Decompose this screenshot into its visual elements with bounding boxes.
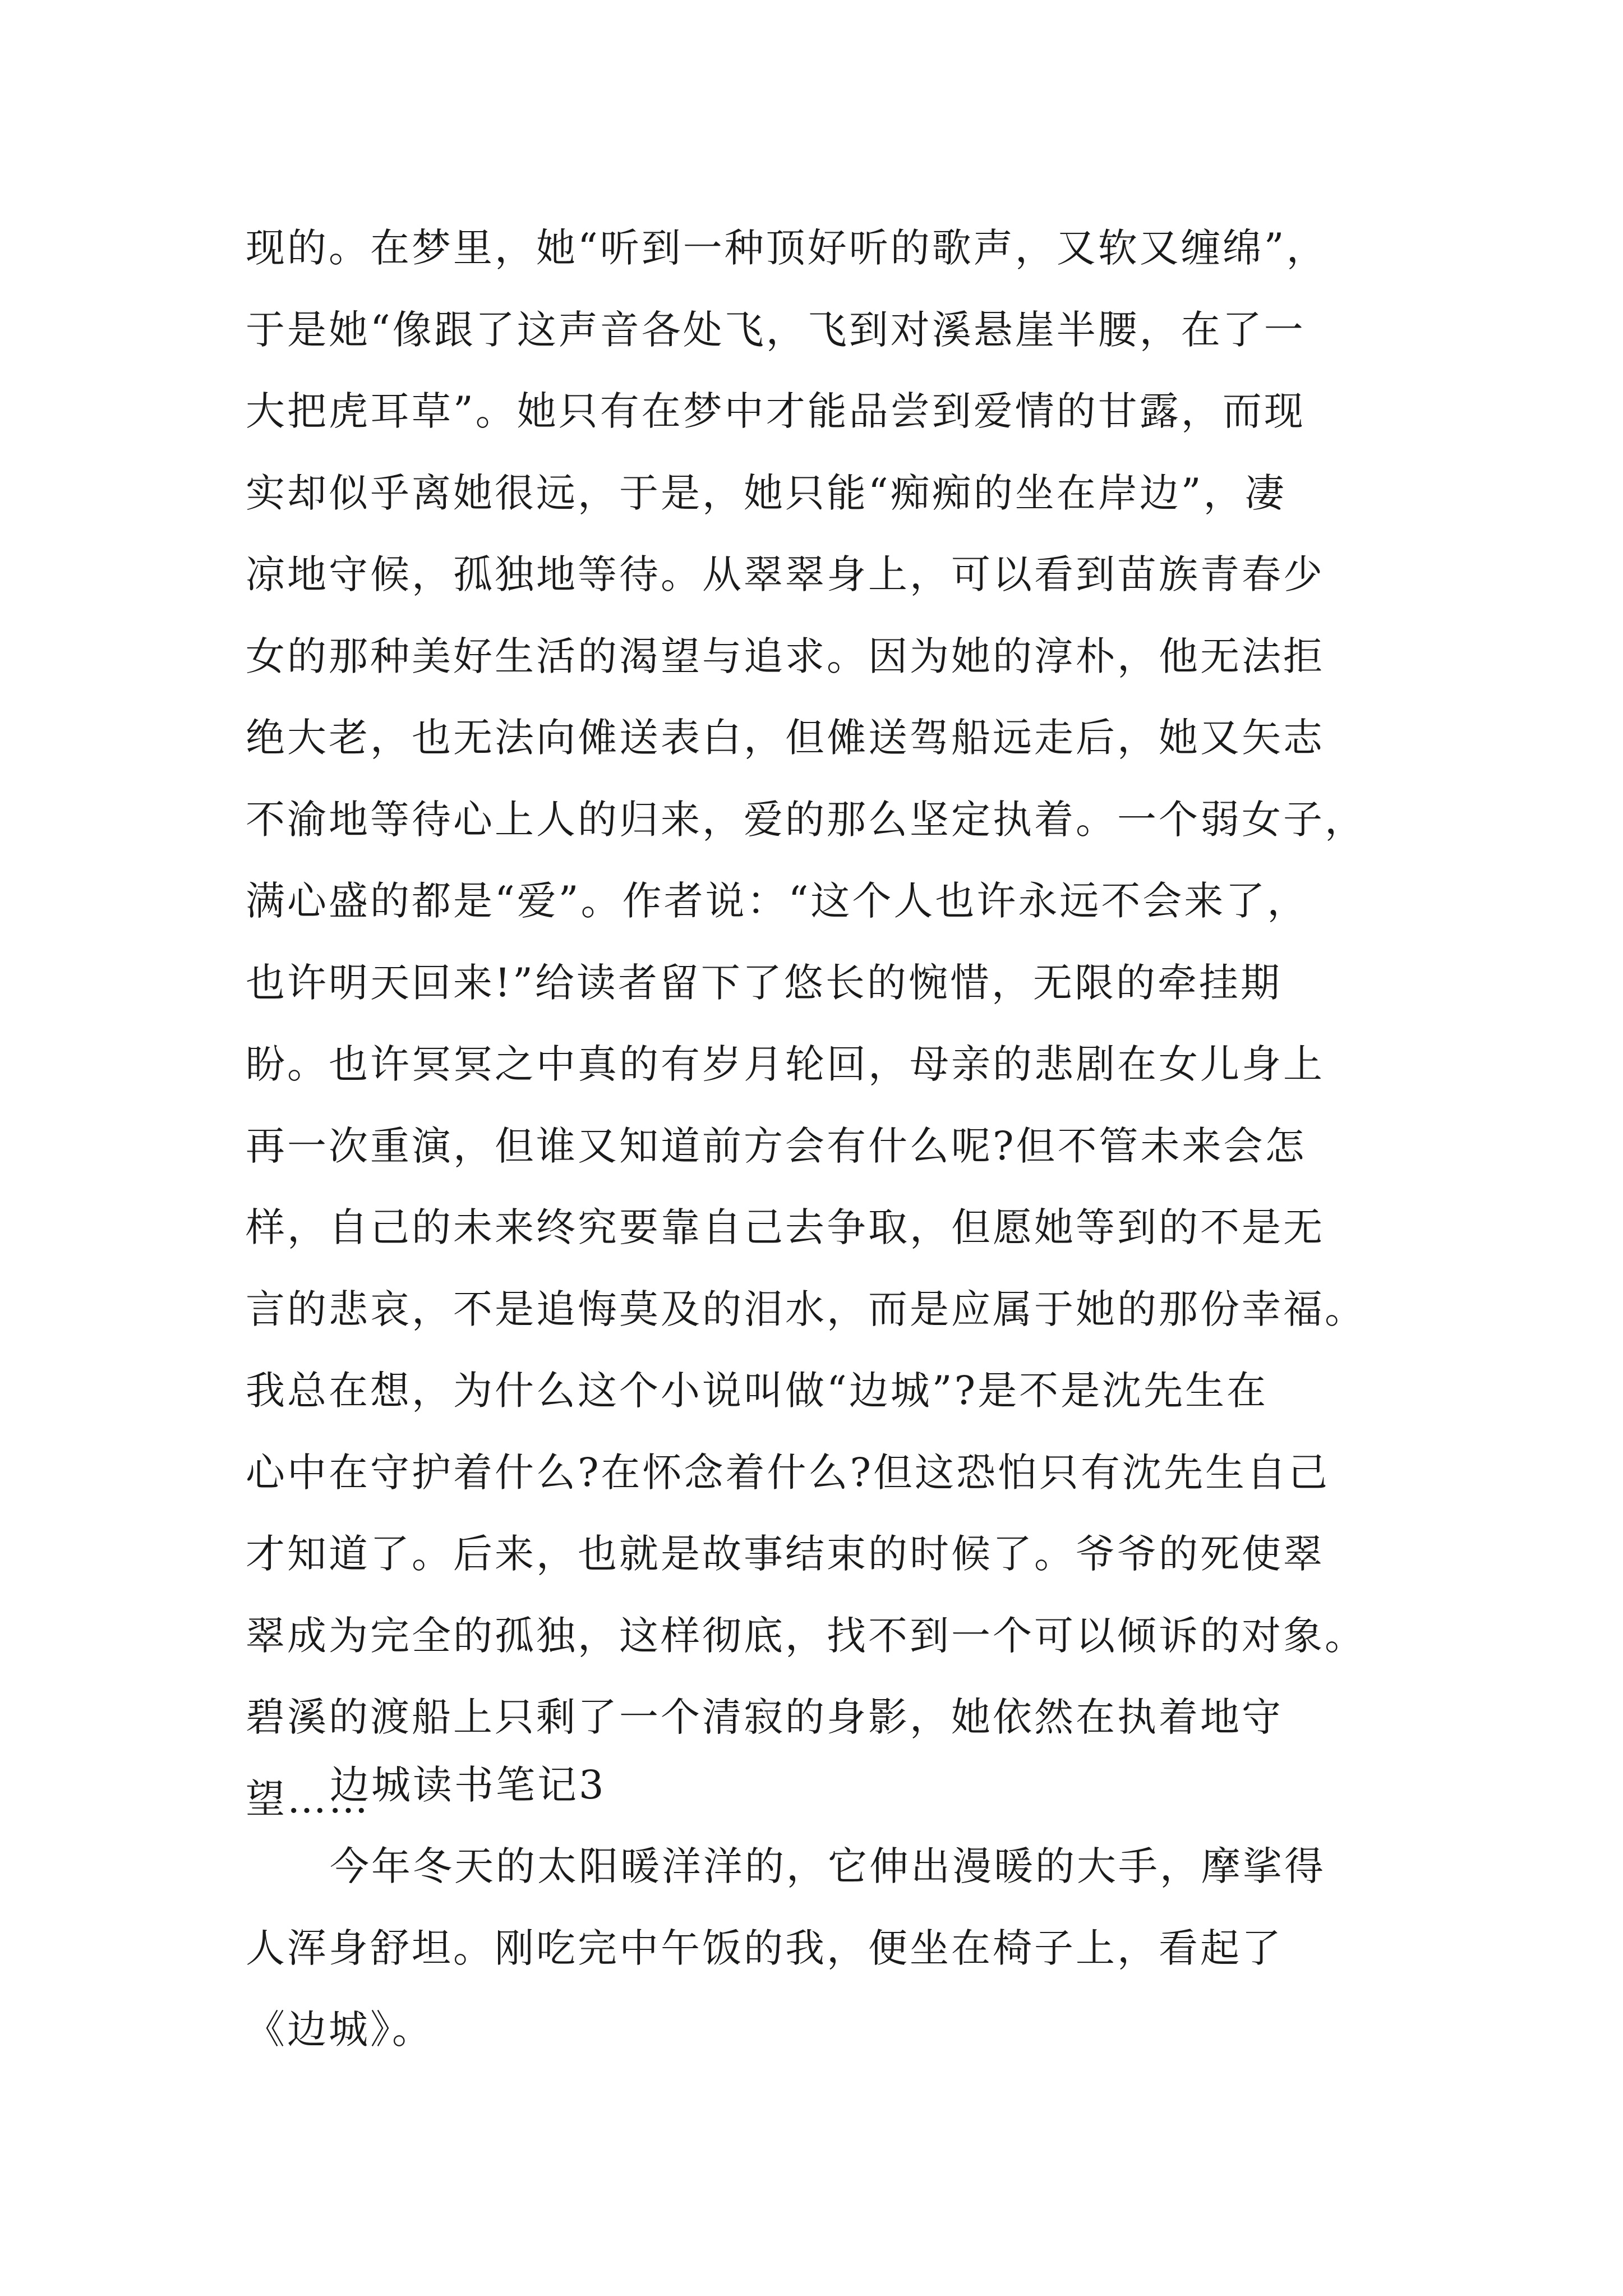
paragraph-1 — [246, 208, 1384, 1840]
text-line: 满心盛的都是“爱”。作者说：“这个人也许永远不会来了， — [246, 878, 1309, 924]
text-line: 凉地守候，孤独地等待。从翠翠身上，可以看到苗族青春少 — [246, 551, 1325, 597]
text-line: 样，自己的未来终究要靠自己去争取，但愿她等到的不是无 — [246, 1204, 1325, 1250]
text-line: 人浑身舒坦。刚吃完中午饭的我，便坐在椅子上，看起了 — [246, 1925, 1283, 1971]
text-line: 绝大老，也无法向傩送表白，但傩送驾船远走后，她又矢志 — [246, 715, 1325, 761]
text-line: 才知道了。后来，也就是故事结束的时候了。爷爷的死使翠 — [246, 1531, 1325, 1577]
text-line: 言的悲哀，不是追悔莫及的泪水，而是应属于她的那份幸福。 — [246, 1286, 1366, 1332]
text-line: 《边城》。 — [246, 2007, 434, 2053]
text-line: 大把虎耳草”。她只有在梦中才能品尝到爱情的甘露，而现 — [246, 388, 1306, 434]
text-line: 我总在想，为什么这个小说叫做“边城”?是不是沈先生在 — [246, 1368, 1269, 1414]
text-line: 再一次重演，但谁又知道前方会有什么呢?但不管未来会怎 — [246, 1122, 1307, 1169]
text-line: 实却似乎离她很远，于是，她只能“痴痴的坐在岸边”，凄 — [246, 470, 1287, 516]
text-line: 碧溪的渡船上只剩了一个清寂的身影，她依然在执着地守 — [246, 1694, 1283, 1740]
text-line: 现的。在梦里，她“听到一种顶好听的歌声，又软又缠绵”， — [246, 225, 1328, 271]
text-line: 盼。也许冥冥之中真的有岁月轮回，母亲的悲剧在女儿身上 — [246, 1041, 1325, 1087]
paragraph-2 — [246, 1826, 1384, 2071]
text-line: 不渝地等待心上人的归来，爱的那么坚定执着。一个弱女子， — [246, 796, 1366, 843]
text-line: 心中在守护着什么?在怀念着什么?但这恐怕只有沈先生自己 — [246, 1449, 1330, 1496]
text-line: 也许明天回来!”给读者留下了悠长的惋惜，无限的牵挂期 — [246, 959, 1282, 1006]
text-line: 今年冬天的太阳暖洋洋的，它伸出漫暖的大手，摩挲得 — [330, 1843, 1326, 1889]
text-line: 于是她“像跟了这声音各处飞，飞到对溪悬崖半腰，在了一 — [246, 306, 1306, 353]
text-line: 翠成为完全的孤独，这样彻底，找不到一个可以倾诉的对象。 — [246, 1612, 1366, 1659]
text-line: 望…… — [246, 1775, 370, 1822]
text-line: 女的那种美好生活的渴望与追求。因为她的淳朴，他无法拒 — [246, 633, 1325, 679]
section-heading-block — [246, 1745, 1384, 1826]
section-heading: 边城读书笔记3 — [330, 1762, 606, 1808]
